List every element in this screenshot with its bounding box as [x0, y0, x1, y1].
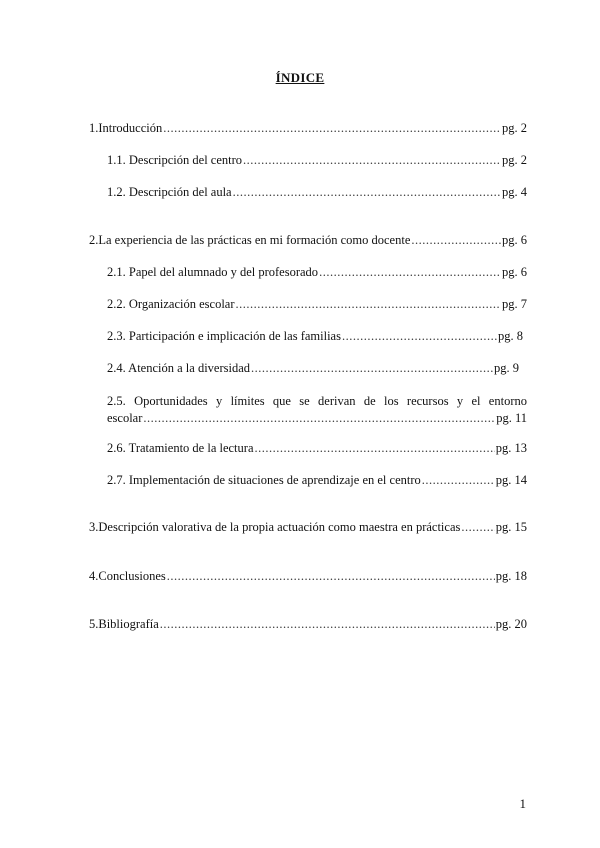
toc-entry-2-2[interactable]	[107, 297, 527, 312]
toc-entry-number: 2.	[89, 233, 99, 247]
toc-entry-text: 2.3. Participación e implicación de las familias	[107, 329, 341, 343]
toc-entry-page: pg. 6	[502, 233, 527, 247]
toc-entry-page: pg. 2	[502, 121, 527, 135]
toc-entry-page: pg. 11	[496, 411, 527, 425]
toc-entry-2[interactable]	[89, 233, 527, 248]
toc-entry-page: pg. 14	[495, 473, 527, 487]
toc-entry-text: 2.5. Oportunidades y límites que se derivan de los recursos y el entorno	[107, 394, 527, 408]
toc-entry-text: Descripción valorativa de la propia actuación como maestra en prácticas	[98, 520, 461, 534]
toc-entry-1[interactable]	[89, 121, 527, 136]
dot-leader	[243, 153, 501, 168]
toc-entry-page: pg. 4	[502, 185, 527, 199]
dot-leader	[319, 265, 501, 280]
toc-entry-text: 2.6. Tratamiento de la lectura	[107, 441, 254, 455]
toc-entry-text: 2.7. Implementación de situaciones de aprendizaje en el centro	[107, 473, 421, 487]
dot-leader	[342, 329, 497, 344]
page-number: 1	[519, 796, 526, 811]
toc-entry-text: 2.2. Organización escolar	[107, 297, 235, 311]
toc-entry-page: pg. 6	[502, 265, 527, 279]
toc-entry-2-1[interactable]	[107, 265, 527, 280]
toc-entry-2-5[interactable]	[107, 393, 527, 427]
toc-entry-1-2[interactable]	[107, 185, 527, 200]
toc-entry-4[interactable]	[89, 569, 527, 584]
toc-entry-text: Conclusiones	[98, 569, 166, 583]
toc-entry-text: Bibliografía	[98, 617, 159, 631]
toc-entry-1-1[interactable]	[107, 153, 527, 168]
toc-entry-number: 4.	[89, 569, 99, 583]
dot-leader	[160, 617, 495, 632]
dot-leader	[255, 441, 495, 456]
toc-entry-page: pg. 9	[494, 361, 519, 375]
toc-entry-number: 3.	[89, 520, 99, 534]
toc-entry-text: 1.1. Descripción del centro	[107, 153, 243, 167]
dot-leader	[422, 473, 495, 488]
toc-entry-2-6[interactable]	[107, 441, 527, 456]
toc-entry-text: 1.2. Descripción del aula	[107, 185, 232, 199]
toc-entry-page: pg. 8	[498, 329, 523, 343]
toc-entry-page: pg. 2	[502, 153, 527, 167]
toc-entry-2-4[interactable]	[107, 361, 519, 376]
toc-entry-2-7[interactable]	[107, 473, 527, 488]
dot-leader	[143, 410, 495, 427]
toc-entry-text-continued: escolar	[107, 411, 143, 425]
dot-leader	[167, 569, 495, 584]
toc-entry-page: pg. 18	[495, 569, 527, 583]
toc-entry-page: pg. 20	[495, 617, 527, 631]
dot-leader	[411, 233, 501, 248]
dot-leader	[236, 297, 502, 312]
toc-entry-number: 5.	[89, 617, 99, 631]
index-title: ÍNDICE	[275, 70, 325, 85]
toc-entry-3[interactable]	[89, 520, 527, 535]
toc-entry-5[interactable]	[89, 617, 527, 632]
toc-entry-page: pg. 13	[495, 441, 527, 455]
toc-entry-text: La experiencia de las prácticas en mi formación como docente	[98, 233, 411, 247]
dot-leader	[461, 520, 494, 535]
dot-leader	[163, 121, 501, 136]
dot-leader	[233, 185, 501, 200]
toc-entry-text: 2.1. Papel del alumnado y del profesorado	[107, 265, 319, 279]
toc-entry-number: 1.	[89, 121, 99, 135]
dot-leader	[251, 361, 493, 376]
toc-entry-page: pg. 7	[502, 297, 527, 311]
toc-entry-2-3[interactable]	[107, 329, 523, 344]
toc-entry-text: 2.4. Atención a la diversidad	[107, 361, 251, 375]
toc-entry-text: Introducción	[98, 121, 163, 135]
toc-entry-page: pg. 15	[495, 520, 527, 534]
